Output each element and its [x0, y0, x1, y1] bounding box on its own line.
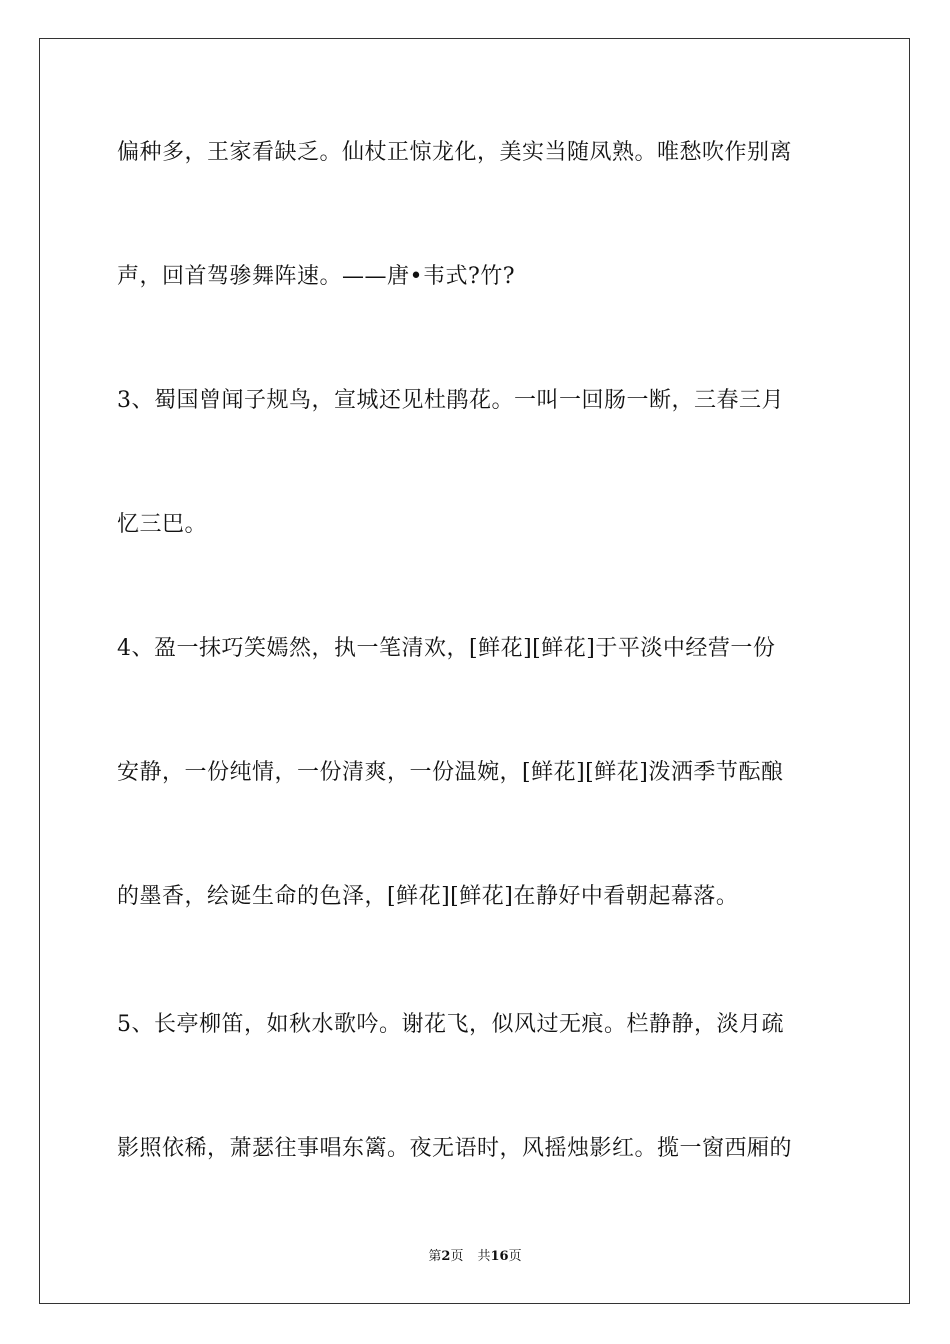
text-line-7: 的墨香，绘诞生命的色泽，[鲜花][鲜花]在静好中看朝起幕落。: [117, 884, 739, 909]
text-line-4: 忆三巴。: [117, 512, 208, 537]
text-line-3: 3、蜀国曾闻子规鸟，宣城还见杜鹃花。一叫一回肠一断，三春三月: [117, 388, 784, 413]
text-line-9: 影照依稀，萧瑟往事唱东篱。夜无语时，风摇烛影红。揽一窗西厢的: [117, 1136, 793, 1161]
total-pages: 16: [490, 1249, 509, 1264]
text-line-1: 偏种多，王家看缺乏。仙杖正惊龙化，美实当随凤熟。唯愁吹作别离: [117, 140, 793, 165]
page-footer: [0, 1248, 950, 1266]
text-line-2: 声，回首驾骖舞阵速。——唐•韦式?竹?: [117, 264, 516, 289]
total-prefix: 共: [477, 1249, 491, 1264]
page-prefix: 第: [428, 1249, 442, 1264]
page-number: 2: [441, 1249, 451, 1264]
text-line-5: 4、盈一抹巧笑嫣然，执一笔清欢，[鲜花][鲜花]于平淡中经营一份: [117, 636, 776, 661]
text-line-8: 5、长亭柳笛，如秋水歌吟。谢花飞，似风过无痕。栏静静，淡月疏: [117, 1012, 784, 1037]
page-suffix: 页: [450, 1249, 464, 1264]
page-border: [39, 38, 910, 1304]
text-line-6: 安静，一份纯情，一份清爽，一份温婉，[鲜花][鲜花]泼洒季节酝酿: [117, 760, 784, 785]
total-suffix: 页: [508, 1249, 522, 1264]
